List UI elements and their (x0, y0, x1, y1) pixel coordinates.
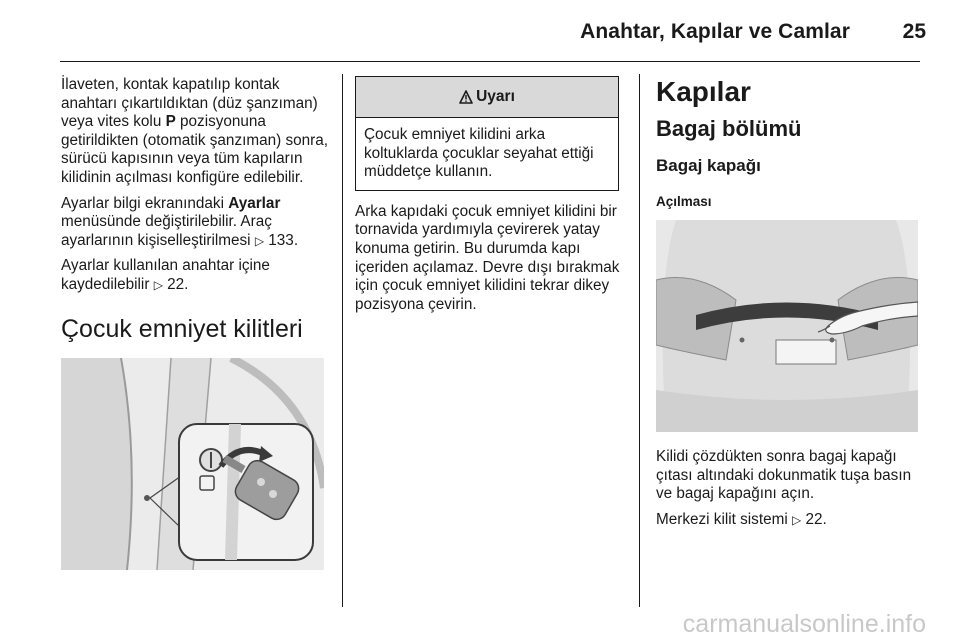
warning-text: Çocuk emniyet kilidini arka koltuklarda çocuklar seyahat ettiği müddetçe kullanın. (364, 126, 594, 181)
paragraph-central-locking: Merkezi kilit sistemi ▷ 22. (656, 510, 827, 528)
column-divider-right (639, 74, 640, 607)
middle-column (355, 76, 625, 314)
warning-header (356, 77, 618, 118)
paragraph-unlock-config: İlaveten, kontak kapatılıp kontak anahtarı çıkartıldıktan (düz şanzıman) veya vites kolu P pozisyonuna getirildikten (otomatik şanzıman) sonra, sürücü kapısının veya tüm kapıların kilidinin açılması konfigüre edilebilir. (61, 76, 328, 186)
left-column (61, 76, 329, 570)
header-divider (60, 61, 920, 62)
heading-boot: Bagaj bölümü (656, 116, 802, 141)
paragraph-tailgate-opening: Kilidi çözdükten sonra bagaj kapağı çıtası altındaki dokunmatik tuşa basın ve bagaj kapağını açın. (656, 448, 912, 503)
triangle-right-icon: ▷ (791, 512, 802, 527)
tailgate-illustration (656, 220, 918, 432)
page-reference-link[interactable]: 133. (268, 231, 299, 249)
warning-title: Uyarı (476, 87, 515, 105)
header-title: Anahtar, Kapılar ve Camlar (580, 20, 850, 43)
warning-triangle-icon (459, 90, 473, 104)
page-reference-link[interactable]: 22. (805, 510, 827, 528)
page-number: 25 (902, 20, 926, 43)
heading-doors: Kapılar (656, 76, 751, 107)
heading-opening: Açılması (656, 194, 712, 209)
triangle-right-icon: ▷ (254, 233, 265, 248)
paragraph-settings: Ayarlar bilgi ekranındaki Ayarlar menüsünde değiştirilebilir. Araç ayarlarının kişiselleştirilmesi ▷ 133. (61, 194, 299, 249)
settings-menu-name: Ayarlar (228, 194, 281, 212)
gear-position-p: P (165, 113, 176, 131)
section-heading-child-locks: Çocuk emniyet kilitleri (61, 314, 303, 343)
right-column (656, 76, 920, 536)
triangle-right-icon: ▷ (153, 277, 163, 292)
heading-tailgate: Bagaj kapağı (656, 156, 761, 175)
paragraph-key-storage: Ayarlar kullanılan anahtar içine kaydedilebilir ▷ 22. (61, 257, 270, 293)
child-lock-illustration (61, 358, 324, 570)
warning-box (355, 76, 619, 191)
paragraph-child-lock-operation: Arka kapıdaki çocuk emniyet kilidini bir tornavida yardımıyla çevirerek yatay konuma getirin. Bu durumda kapı içeriden açılamaz. Devre dışı bırakmak için çocuk emniyet kilidini tekrar dikey pozisyona çevirin. (355, 202, 620, 313)
page-reference-link[interactable]: 22. (167, 275, 189, 293)
column-divider-left (342, 74, 343, 607)
watermark: carmanualsonline.info (682, 610, 926, 638)
